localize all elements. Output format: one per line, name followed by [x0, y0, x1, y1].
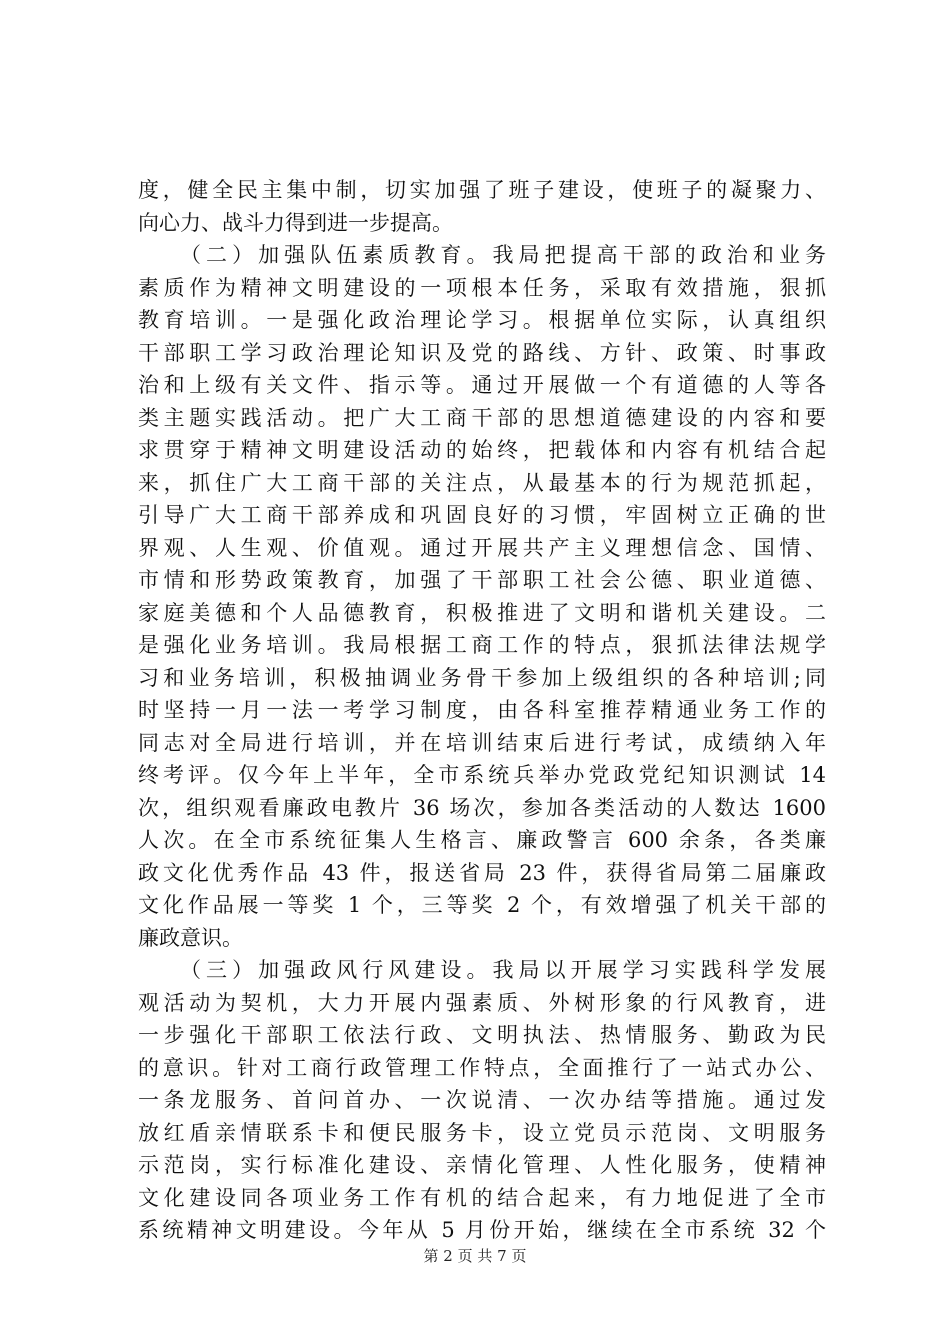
body-text [138, 174, 826, 1247]
text-line: 求贯穿于精神文明建设活动的始终，把载体和内容有机结合起 [138, 438, 826, 462]
text-line: （二）加强队伍素质教育。我局把提高干部的政治和业务 [180, 243, 826, 267]
text-line: 终考评。仅今年上半年，全市系统兵举办党政党纪知识测试 14 [138, 763, 826, 787]
text-line: 文化建设同各项业务工作有机的结合起来，有力地促进了全市 [138, 1185, 826, 1210]
text-line: 类主题实践活动。把广大工商干部的思想道德建设的内容和要 [138, 405, 826, 430]
text-line: 同志对全局进行培训，并在培训结束后进行考试，成绩纳入年 [138, 730, 826, 755]
text-line: 教育培训。一是强化政治理论学习。根据单位实际，认真组织 [138, 308, 826, 332]
text-line: 向心力、战斗力得到进一步提高。 [138, 210, 453, 235]
text-line: 界观、人生观、价值观。通过开展共产主义理想信念、国情、 [138, 535, 826, 560]
text-line: 来，抓住广大工商干部的关注点，从最基本的行为规范抓起， [138, 470, 826, 495]
text-line: 市情和形势政策教育，加强了干部职工社会公德、职业道德、 [138, 568, 826, 592]
text-line: 治和上级有关文件、指示等。通过开展做一个有道德的人等各 [138, 373, 826, 397]
text-line: 观活动为契机，大力开展内强素质、外树形象的行风教育，进 [138, 990, 826, 1015]
text-line: 家庭美德和个人品德教育，积极推进了文明和谐机关建设。二 [138, 600, 826, 625]
text-line: 廉政意识。 [138, 925, 243, 950]
page-footer: 第 2 页 共 7 页 [423, 1247, 527, 1265]
text-line: 是强化业务培训。我局根据工商工作的特点，狠抓法律法规学 [138, 633, 826, 657]
text-line: 素质作为精神文明建设的一项根本任务，采取有效措施，狠抓 [138, 275, 826, 300]
text-line: 示范岗，实行标准化建设、亲情化管理、人性化服务，使精神 [138, 1153, 826, 1177]
text-line: 度，健全民主集中制，切实加强了班子建设，使班子的凝聚力、 [138, 178, 826, 202]
text-line: 文化作品展一等奖 1 个，三等奖 2 个，有效增强了机关干部的 [138, 893, 826, 917]
text-line: 一步强化干部职工依法行政、文明执法、热情服务、勤政为民 [138, 1023, 826, 1047]
text-line: （三）加强政风行风建设。我局以开展学习实践科学发展 [180, 958, 826, 982]
text-line: 的意识。针对工商行政管理工作特点，全面推行了一站式办公、 [138, 1055, 826, 1080]
text-line: 放红盾亲情联系卡和便民服务卡，设立党员示范岗、文明服务 [138, 1120, 826, 1145]
text-line: 习和业务培训，积极抽调业务骨干参加上级组织的各种培训;同 [138, 665, 826, 690]
text-line: 时坚持一月一法一考学习制度，由各科室推荐精通业务工作的 [138, 698, 826, 722]
text-line: 人次。在全市系统征集人生格言、廉政警言 600 余条，各类廉 [138, 828, 826, 852]
text-line: 干部职工学习政治理论知识及党的路线、方针、政策、时事政 [138, 340, 826, 365]
text-line: 政文化优秀作品 43 件，报送省局 23 件，获得省局第二届廉政 [138, 860, 826, 885]
text-line: 引导广大工商干部养成和巩固良好的习惯，牢固树立正确的世 [138, 503, 826, 527]
text-line: 次，组织观看廉政电教片 36 场次，参加各类活动的人数达 1600 [138, 795, 826, 820]
text-line: 系统精神文明建设。今年从 5 月份开始，继续在全市系统 32 个 [138, 1218, 826, 1242]
text-line: 一条龙服务、首问首办、一次说清、一次办结等措施。通过发 [138, 1088, 826, 1112]
